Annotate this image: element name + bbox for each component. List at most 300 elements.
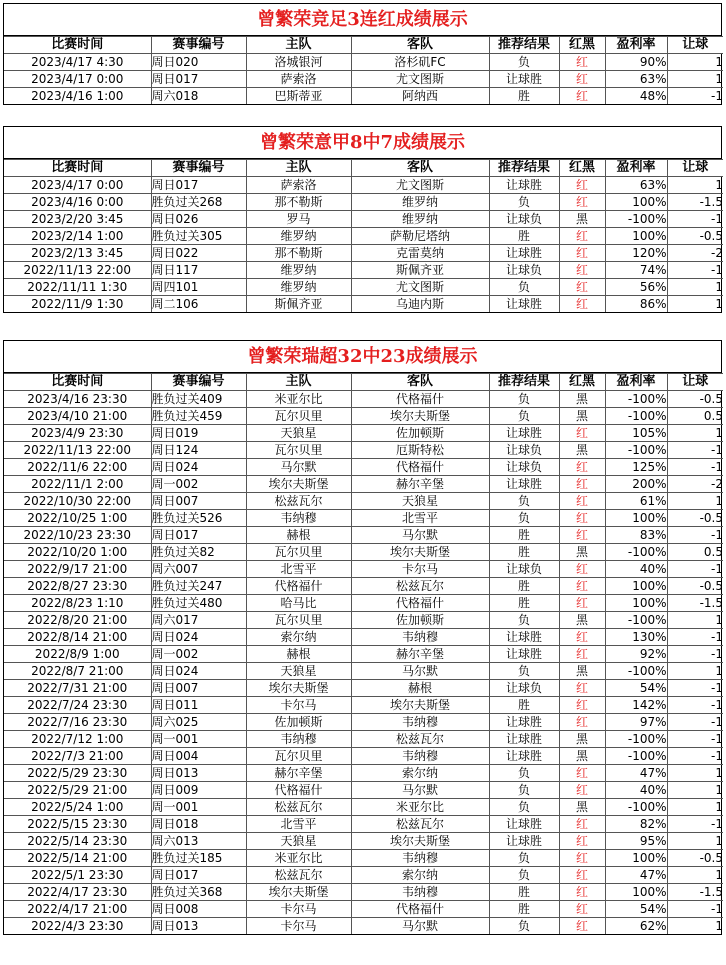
cell-result: 让球胜 <box>489 748 559 765</box>
cell-time: 2022/10/30 22:00 <box>4 493 151 510</box>
cell-handicap: -1 <box>667 442 723 459</box>
results-table <box>4 36 723 104</box>
cell-home: 北雪平 <box>246 561 351 578</box>
cell-time: 2022/8/9 1:00 <box>4 646 151 663</box>
cell-result: 胜 <box>489 228 559 245</box>
table-row <box>4 391 723 408</box>
cell-result: 负 <box>489 510 559 527</box>
cell-profit-rate: -100% <box>605 391 667 408</box>
table-row <box>4 578 723 595</box>
cell-home: 瓦尔贝里 <box>246 612 351 629</box>
cell-handicap: -1 <box>667 816 723 833</box>
cell-time: 2022/5/14 21:00 <box>4 850 151 867</box>
header-red-black: 红黑 <box>559 374 605 391</box>
cell-away: 斯佩齐亚 <box>351 262 489 279</box>
cell-away: 马尔默 <box>351 663 489 680</box>
results-table <box>4 159 723 312</box>
cell-code: 周一001 <box>151 731 246 748</box>
cell-profit-rate: 90% <box>605 54 667 71</box>
cell-handicap: -1.5 <box>667 884 723 901</box>
cell-away: 赫尔辛堡 <box>351 476 489 493</box>
cell-away: 卡尔马 <box>351 561 489 578</box>
cell-away: 埃尔夫斯堡 <box>351 833 489 850</box>
cell-profit-rate: -100% <box>605 612 667 629</box>
cell-result: 让球胜 <box>489 296 559 313</box>
cell-home: 瓦尔贝里 <box>246 544 351 561</box>
cell-red-black: 黑 <box>559 391 605 408</box>
cell-home: 巴斯蒂亚 <box>246 88 351 105</box>
cell-handicap: -1 <box>667 731 723 748</box>
table-row <box>4 262 723 279</box>
cell-result: 负 <box>489 663 559 680</box>
cell-profit-rate: 54% <box>605 680 667 697</box>
cell-profit-rate: -100% <box>605 731 667 748</box>
cell-code: 周日017 <box>151 867 246 884</box>
table-row <box>4 245 723 262</box>
table-row <box>4 408 723 425</box>
cell-profit-rate: 105% <box>605 425 667 442</box>
cell-red-black: 红 <box>559 833 605 850</box>
cell-code: 周六018 <box>151 88 246 105</box>
cell-handicap: -0.5 <box>667 228 723 245</box>
cell-code: 周日008 <box>151 901 246 918</box>
table-row <box>4 918 723 935</box>
cell-red-black: 红 <box>559 228 605 245</box>
cell-home: 瓦尔贝里 <box>246 748 351 765</box>
cell-code: 周一002 <box>151 476 246 493</box>
cell-profit-rate: 82% <box>605 816 667 833</box>
cell-time: 2022/5/29 23:30 <box>4 765 151 782</box>
cell-home: 米亚尔比 <box>246 850 351 867</box>
header-row <box>4 160 723 177</box>
cell-result: 胜 <box>489 901 559 918</box>
cell-time: 2022/11/13 22:00 <box>4 262 151 279</box>
cell-code: 周六025 <box>151 714 246 731</box>
cell-away: 代格福什 <box>351 459 489 476</box>
cell-time: 2022/11/9 1:30 <box>4 296 151 313</box>
cell-handicap: -1 <box>667 262 723 279</box>
cell-time: 2023/4/16 0:00 <box>4 194 151 211</box>
cell-code: 胜负过关459 <box>151 408 246 425</box>
cell-away: 代格福什 <box>351 595 489 612</box>
cell-profit-rate: 54% <box>605 901 667 918</box>
cell-away: 韦纳穆 <box>351 714 489 731</box>
table-row <box>4 527 723 544</box>
cell-result: 负 <box>489 54 559 71</box>
cell-result: 负 <box>489 765 559 782</box>
cell-red-black: 红 <box>559 867 605 884</box>
table-row <box>4 194 723 211</box>
cell-red-black: 红 <box>559 71 605 88</box>
cell-away: 天狼星 <box>351 493 489 510</box>
cell-profit-rate: 100% <box>605 578 667 595</box>
cell-time: 2022/7/16 23:30 <box>4 714 151 731</box>
cell-result: 让球负 <box>489 211 559 228</box>
cell-profit-rate: 100% <box>605 228 667 245</box>
cell-result: 胜 <box>489 884 559 901</box>
cell-home: 卡尔马 <box>246 901 351 918</box>
cell-handicap: -1.5 <box>667 194 723 211</box>
cell-red-black: 红 <box>559 279 605 296</box>
cell-away: 索尔纳 <box>351 765 489 782</box>
cell-handicap: 1 <box>667 54 723 71</box>
cell-time: 2022/5/24 1:00 <box>4 799 151 816</box>
cell-code: 胜负过关82 <box>151 544 246 561</box>
cell-result: 让球胜 <box>489 425 559 442</box>
cell-red-black: 红 <box>559 816 605 833</box>
cell-handicap: -1 <box>667 697 723 714</box>
cell-handicap: -1 <box>667 561 723 578</box>
table-row <box>4 71 723 88</box>
cell-home: 埃尔夫斯堡 <box>246 476 351 493</box>
cell-home: 韦纳穆 <box>246 731 351 748</box>
cell-time: 2022/8/23 1:10 <box>4 595 151 612</box>
cell-home: 哈马比 <box>246 595 351 612</box>
table-row <box>4 867 723 884</box>
cell-code: 胜负过关480 <box>151 595 246 612</box>
table-row <box>4 850 723 867</box>
cell-handicap: 1 <box>667 279 723 296</box>
table-row <box>4 476 723 493</box>
cell-handicap: -1 <box>667 646 723 663</box>
cell-away: 韦纳穆 <box>351 629 489 646</box>
table-row <box>4 782 723 799</box>
cell-away: 松兹瓦尔 <box>351 816 489 833</box>
cell-code: 周六007 <box>151 561 246 578</box>
cell-handicap: -1 <box>667 901 723 918</box>
cell-profit-rate: -100% <box>605 748 667 765</box>
cell-handicap: -2 <box>667 476 723 493</box>
cell-away: 尤文图斯 <box>351 71 489 88</box>
cell-time: 2022/8/20 21:00 <box>4 612 151 629</box>
cell-handicap: -1 <box>667 527 723 544</box>
cell-time: 2022/8/27 23:30 <box>4 578 151 595</box>
cell-home: 天狼星 <box>246 833 351 850</box>
cell-result: 让球胜 <box>489 646 559 663</box>
table-row <box>4 748 723 765</box>
cell-home: 洛城银河 <box>246 54 351 71</box>
cell-code: 周一001 <box>151 799 246 816</box>
cell-red-black: 红 <box>559 714 605 731</box>
header-profit-rate: 盈利率 <box>605 374 667 391</box>
cell-result: 负 <box>489 493 559 510</box>
cell-code: 周日004 <box>151 748 246 765</box>
cell-code: 周日022 <box>151 245 246 262</box>
cell-away: 维罗纳 <box>351 194 489 211</box>
cell-result: 胜 <box>489 697 559 714</box>
header-red-black: 红黑 <box>559 160 605 177</box>
cell-away: 埃尔夫斯堡 <box>351 408 489 425</box>
cell-handicap: -1 <box>667 211 723 228</box>
cell-handicap: 1 <box>667 177 723 194</box>
cell-code: 周日009 <box>151 782 246 799</box>
table-row <box>4 901 723 918</box>
cell-away: 马尔默 <box>351 918 489 935</box>
cell-away: 马尔默 <box>351 527 489 544</box>
cell-time: 2022/7/12 1:00 <box>4 731 151 748</box>
cell-red-black: 红 <box>559 561 605 578</box>
cell-code: 周二106 <box>151 296 246 313</box>
table-row <box>4 54 723 71</box>
cell-away: 韦纳穆 <box>351 884 489 901</box>
cell-handicap: 1 <box>667 612 723 629</box>
cell-profit-rate: 47% <box>605 765 667 782</box>
header-result: 推荐结果 <box>489 160 559 177</box>
cell-result: 负 <box>489 850 559 867</box>
cell-handicap: -0.5 <box>667 391 723 408</box>
cell-home: 萨索洛 <box>246 177 351 194</box>
cell-home: 那不勒斯 <box>246 194 351 211</box>
cell-time: 2023/2/13 3:45 <box>4 245 151 262</box>
header-time: 比赛时间 <box>4 374 151 391</box>
cell-home: 佐加顿斯 <box>246 714 351 731</box>
table-row <box>4 595 723 612</box>
cell-home: 维罗纳 <box>246 262 351 279</box>
cell-handicap: -1 <box>667 748 723 765</box>
header-home: 主队 <box>246 374 351 391</box>
cell-handicap: 1 <box>667 425 723 442</box>
cell-handicap: 1 <box>667 765 723 782</box>
cell-away: 萨勒尼塔纳 <box>351 228 489 245</box>
cell-red-black: 黑 <box>559 442 605 459</box>
table-row <box>4 279 723 296</box>
cell-away: 马尔默 <box>351 782 489 799</box>
results-table <box>4 373 723 934</box>
table-row <box>4 228 723 245</box>
cell-time: 2022/11/6 22:00 <box>4 459 151 476</box>
cell-away: 索尔纳 <box>351 867 489 884</box>
table-row <box>4 612 723 629</box>
cell-profit-rate: 63% <box>605 177 667 194</box>
cell-red-black: 红 <box>559 629 605 646</box>
cell-red-black: 黑 <box>559 544 605 561</box>
cell-result: 负 <box>489 867 559 884</box>
cell-red-black: 红 <box>559 476 605 493</box>
cell-time: 2022/4/17 23:30 <box>4 884 151 901</box>
cell-away: 北雪平 <box>351 510 489 527</box>
cell-profit-rate: 86% <box>605 296 667 313</box>
cell-home: 埃尔夫斯堡 <box>246 680 351 697</box>
cell-home: 卡尔马 <box>246 697 351 714</box>
header-code: 赛事编号 <box>151 160 246 177</box>
cell-away: 韦纳穆 <box>351 748 489 765</box>
cell-code: 周日007 <box>151 493 246 510</box>
cell-away: 松兹瓦尔 <box>351 731 489 748</box>
header-home: 主队 <box>246 37 351 54</box>
cell-handicap: -0.5 <box>667 578 723 595</box>
cell-result: 让球胜 <box>489 177 559 194</box>
cell-handicap: 0.5 <box>667 544 723 561</box>
cell-code: 周日124 <box>151 442 246 459</box>
cell-result: 让球胜 <box>489 629 559 646</box>
cell-handicap: 1 <box>667 799 723 816</box>
table-row <box>4 561 723 578</box>
cell-time: 2023/4/17 0:00 <box>4 177 151 194</box>
cell-profit-rate: 92% <box>605 646 667 663</box>
table-row <box>4 731 723 748</box>
header-result: 推荐结果 <box>489 374 559 391</box>
cell-home: 代格福什 <box>246 578 351 595</box>
cell-result: 让球负 <box>489 262 559 279</box>
cell-code: 胜负过关268 <box>151 194 246 211</box>
cell-time: 2022/9/17 21:00 <box>4 561 151 578</box>
cell-red-black: 红 <box>559 527 605 544</box>
cell-result: 胜 <box>489 578 559 595</box>
cell-handicap: 1 <box>667 833 723 850</box>
cell-code: 周四101 <box>151 279 246 296</box>
table-row <box>4 680 723 697</box>
cell-result: 让球胜 <box>489 476 559 493</box>
cell-result: 负 <box>489 612 559 629</box>
header-home: 主队 <box>246 160 351 177</box>
cell-red-black: 红 <box>559 884 605 901</box>
cell-handicap: -1 <box>667 714 723 731</box>
cell-code: 胜负过关185 <box>151 850 246 867</box>
cell-result: 让球负 <box>489 442 559 459</box>
header-handicap: 让球 <box>667 374 723 391</box>
cell-home: 松兹瓦尔 <box>246 867 351 884</box>
cell-away: 维罗纳 <box>351 211 489 228</box>
header-red-black: 红黑 <box>559 37 605 54</box>
table-row <box>4 833 723 850</box>
header-time: 比赛时间 <box>4 37 151 54</box>
cell-red-black: 红 <box>559 595 605 612</box>
cell-home: 赫根 <box>246 527 351 544</box>
cell-code: 周日017 <box>151 177 246 194</box>
cell-handicap: 1 <box>667 493 723 510</box>
cell-handicap: 1 <box>667 663 723 680</box>
cell-home: 罗马 <box>246 211 351 228</box>
cell-code: 胜负过关368 <box>151 884 246 901</box>
cell-red-black: 黑 <box>559 748 605 765</box>
cell-profit-rate: -100% <box>605 211 667 228</box>
cell-profit-rate: -100% <box>605 544 667 561</box>
cell-home: 北雪平 <box>246 816 351 833</box>
cell-red-black: 红 <box>559 54 605 71</box>
section-title: 曾繁荣瑞超32中23成绩展示 <box>4 341 721 373</box>
cell-handicap: 1 <box>667 782 723 799</box>
cell-code: 胜负过关409 <box>151 391 246 408</box>
cell-away: 埃尔夫斯堡 <box>351 697 489 714</box>
cell-result: 胜 <box>489 544 559 561</box>
cell-profit-rate: 100% <box>605 510 667 527</box>
cell-home: 卡尔马 <box>246 918 351 935</box>
cell-away: 佐加顿斯 <box>351 425 489 442</box>
cell-code: 周日024 <box>151 629 246 646</box>
cell-time: 2022/4/17 21:00 <box>4 901 151 918</box>
cell-handicap: 1 <box>667 867 723 884</box>
cell-profit-rate: 142% <box>605 697 667 714</box>
cell-red-black: 红 <box>559 578 605 595</box>
header-result: 推荐结果 <box>489 37 559 54</box>
table-row <box>4 88 723 105</box>
cell-away: 代格福什 <box>351 391 489 408</box>
cell-home: 那不勒斯 <box>246 245 351 262</box>
cell-handicap: -0.5 <box>667 510 723 527</box>
cell-code: 周日018 <box>151 816 246 833</box>
cell-code: 周日019 <box>151 425 246 442</box>
cell-time: 2022/5/29 21:00 <box>4 782 151 799</box>
cell-handicap: -1 <box>667 680 723 697</box>
cell-away: 克雷莫纳 <box>351 245 489 262</box>
cell-red-black: 红 <box>559 680 605 697</box>
header-row <box>4 374 723 391</box>
cell-away: 洛杉矶FC <box>351 54 489 71</box>
cell-result: 让球胜 <box>489 71 559 88</box>
cell-code: 周日007 <box>151 680 246 697</box>
cell-code: 胜负过关247 <box>151 578 246 595</box>
cell-code: 胜负过关526 <box>151 510 246 527</box>
cell-time: 2022/10/20 1:00 <box>4 544 151 561</box>
table-row <box>4 493 723 510</box>
cell-time: 2022/4/3 23:30 <box>4 918 151 935</box>
cell-red-black: 红 <box>559 425 605 442</box>
cell-red-black: 黑 <box>559 612 605 629</box>
table-row <box>4 816 723 833</box>
cell-time: 2023/4/16 23:30 <box>4 391 151 408</box>
cell-away: 尤文图斯 <box>351 279 489 296</box>
cell-home: 埃尔夫斯堡 <box>246 884 351 901</box>
header-away: 客队 <box>351 37 489 54</box>
cell-time: 2023/2/14 1:00 <box>4 228 151 245</box>
cell-result: 让球负 <box>489 459 559 476</box>
cell-profit-rate: 40% <box>605 561 667 578</box>
cell-time: 2022/7/3 21:00 <box>4 748 151 765</box>
cell-profit-rate: 48% <box>605 88 667 105</box>
cell-red-black: 红 <box>559 493 605 510</box>
cell-time: 2022/8/14 21:00 <box>4 629 151 646</box>
cell-code: 周日011 <box>151 697 246 714</box>
cell-handicap: 1 <box>667 71 723 88</box>
cell-red-black: 红 <box>559 850 605 867</box>
cell-home: 维罗纳 <box>246 279 351 296</box>
cell-red-black: 黑 <box>559 799 605 816</box>
cell-result: 让球胜 <box>489 245 559 262</box>
cell-profit-rate: 97% <box>605 714 667 731</box>
section-serie-a <box>3 126 722 313</box>
cell-home: 瓦尔贝里 <box>246 442 351 459</box>
cell-away: 尤文图斯 <box>351 177 489 194</box>
cell-handicap: -1 <box>667 88 723 105</box>
cell-red-black: 红 <box>559 177 605 194</box>
cell-result: 负 <box>489 391 559 408</box>
cell-result: 负 <box>489 918 559 935</box>
cell-red-black: 红 <box>559 697 605 714</box>
table-row <box>4 714 723 731</box>
cell-red-black: 黑 <box>559 408 605 425</box>
cell-away: 代格福什 <box>351 901 489 918</box>
cell-red-black: 红 <box>559 88 605 105</box>
table-row <box>4 442 723 459</box>
cell-profit-rate: 120% <box>605 245 667 262</box>
cell-time: 2023/4/9 23:30 <box>4 425 151 442</box>
header-time: 比赛时间 <box>4 160 151 177</box>
cell-profit-rate: 56% <box>605 279 667 296</box>
cell-result: 负 <box>489 408 559 425</box>
cell-profit-rate: 100% <box>605 194 667 211</box>
cell-home: 斯佩齐亚 <box>246 296 351 313</box>
cell-red-black: 红 <box>559 765 605 782</box>
cell-profit-rate: 63% <box>605 71 667 88</box>
cell-red-black: 红 <box>559 262 605 279</box>
cell-profit-rate: 200% <box>605 476 667 493</box>
cell-profit-rate: -100% <box>605 442 667 459</box>
cell-result: 胜 <box>489 527 559 544</box>
cell-red-black: 红 <box>559 782 605 799</box>
table-row <box>4 663 723 680</box>
cell-profit-rate: 95% <box>605 833 667 850</box>
cell-handicap: -0.5 <box>667 850 723 867</box>
